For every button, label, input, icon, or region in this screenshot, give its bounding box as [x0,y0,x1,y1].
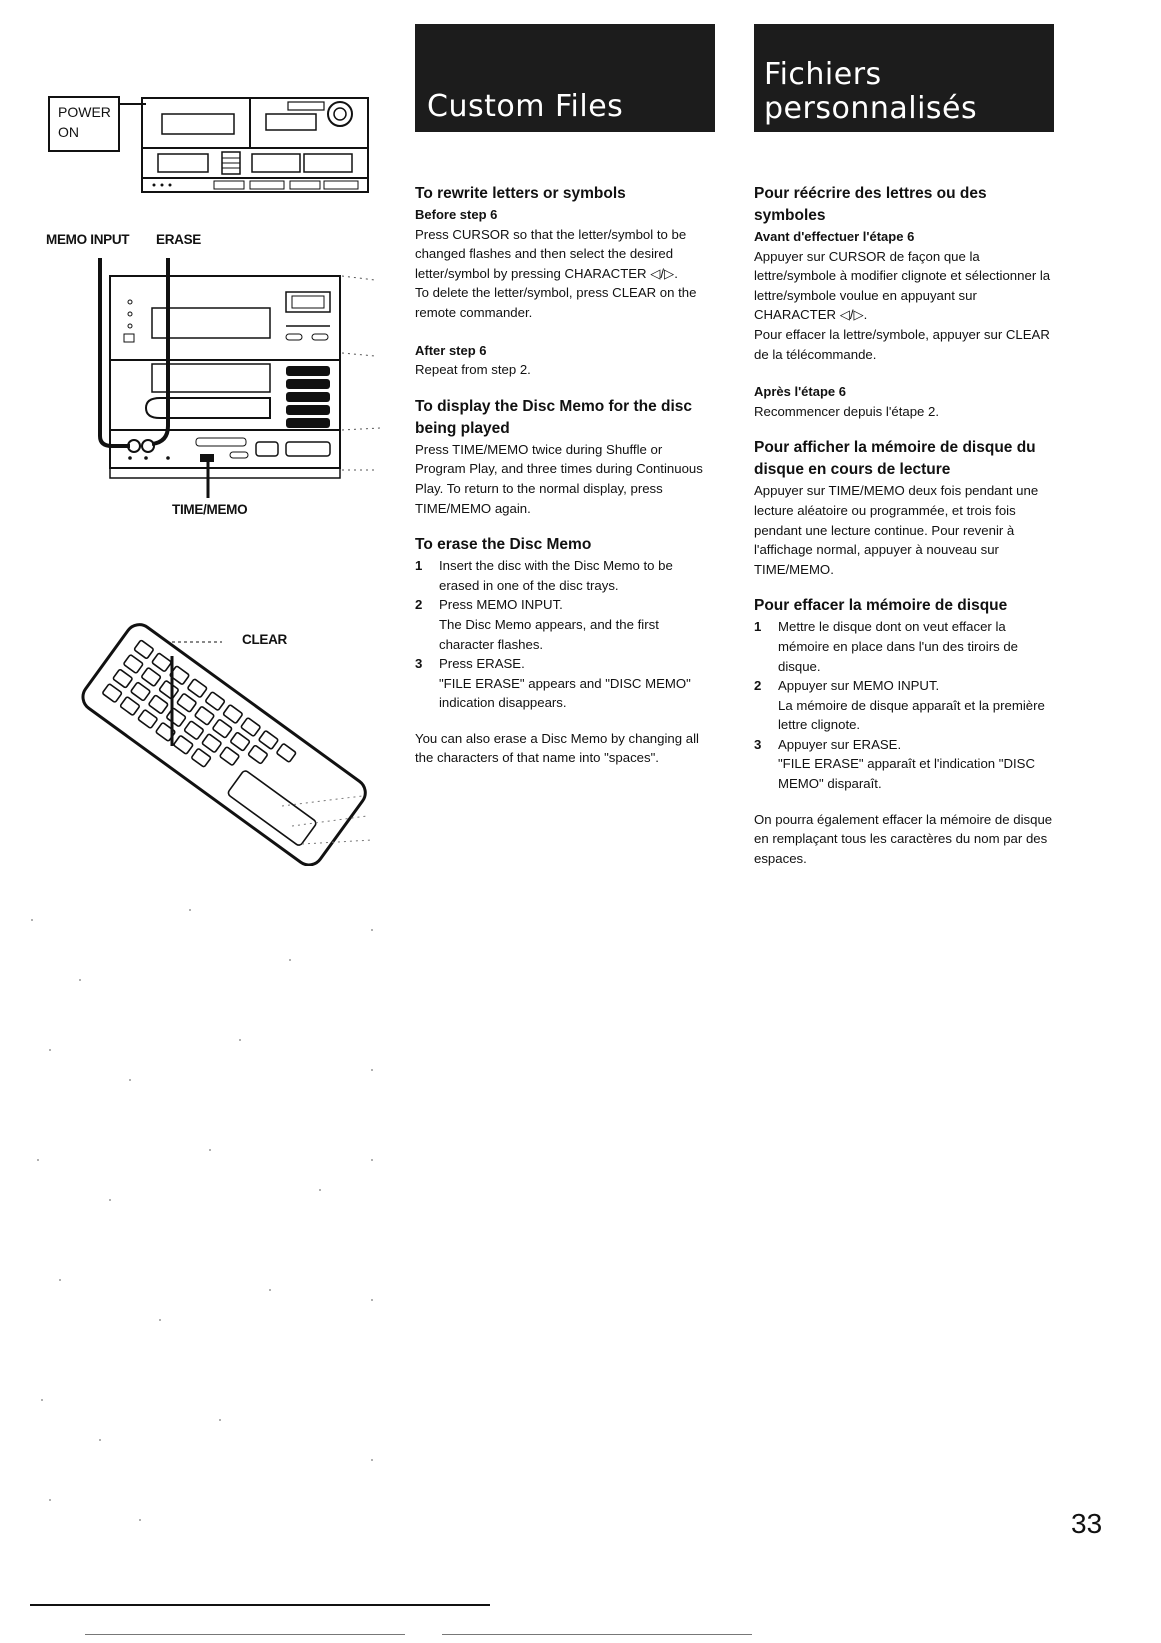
power-label: POWER [58,104,111,120]
erase-steps-fr [754,617,1054,793]
rewrite-heading-en: To rewrite letters or symbols [415,185,626,202]
step-item-fr [754,735,1054,794]
step-text: Press ERASE. [439,656,525,672]
scan-speckle [20,900,390,1540]
step-number: 3 [754,736,762,752]
clear-label: CLEAR [242,632,287,647]
display-heading-fr: Pour afficher la mémoire de disque du disque en cours de lecture [754,439,1036,479]
before-step-label-en: Before step 6 [415,207,498,222]
note-text-fr: On pourra également effacer la mémoire de disque en remplaçant tous les caractères du nom par des espaces. [754,811,1053,866]
erase-heading-en: To erase the Disc Memo [415,536,592,554]
step-text: Appuyer sur ERASE. [778,736,902,752]
step-result: "FILE ERASE" apparaît et l'indication "DISC MEMO" disparaît. [778,756,1035,792]
step-text: Press MEMO INPUT. [439,597,563,613]
display-heading-en: To display the Disc Memo for the disc being played [415,397,693,437]
step-text: Insert the disc with the Disc Memo to be erased in one of the disc trays. [439,558,673,593]
delete-text-en: To delete the letter/symbol, press CLEAR on the remote commander. [415,285,697,320]
step-number: 1 [754,619,762,635]
step-result: "FILE ERASE" appears and "DISC MEMO" indication disappears. [439,675,691,711]
memo-input-label: MEMO INPUT [46,232,130,247]
repeat-text-fr: Recommencer depuis l'étape 2. [754,403,940,419]
step-number: 2 [415,597,423,613]
french-title-line1: Fichiers [764,57,882,92]
repeat-text-en: Repeat from step 2. [415,362,531,378]
remote-commander-drawing [62,616,382,866]
step-number: 3 [415,656,423,672]
step-result: The Disc Memo appears, and the first character flashes. [439,616,659,652]
erase-steps-en [415,556,715,713]
illustration-column [0,0,400,1643]
english-title: Custom Files [427,89,624,124]
bottom-rule-faint [442,1634,752,1635]
stereo-system-small-drawing [118,96,378,206]
french-title-banner [754,24,1054,132]
english-title-banner [415,24,715,132]
step-result: La mémoire de disque apparaît et la première lettre clignote. [778,697,1045,733]
step-number: 2 [754,678,762,694]
time-memo-label: TIME/MEMO [172,502,248,517]
power-on-callout [48,96,120,152]
step-number: 1 [415,558,423,574]
step-text: Mettre le disque dont on veut effacer la mémoire en place dans l'un des tiroirs de disque. [778,619,1019,674]
step-item-en [415,654,715,713]
step-item-fr [754,676,1054,735]
stereo-system-large-drawing [90,258,390,518]
french-column [754,183,1054,868]
delete-text-fr: Pour effacer la lettre/symbole, appuyer sur CLEAR de la télécommande. [754,326,1050,362]
display-text-en: Press TIME/MEMO twice during Shuffle or Program Play, and three times during Continuous Play. To return to the normal display, press TIME/MEMO again. [415,441,703,516]
rewrite-heading-fr: Pour réécrire des lettres ou des symboles [754,185,987,224]
before-step-label-fr: Avant d'effectuer l'étape 6 [754,229,915,244]
step-text: Appuyer sur MEMO INPUT. [778,678,940,694]
after-step-label-fr: Après l'étape 6 [754,384,846,400]
step-item-en [415,556,715,595]
english-column [415,183,715,768]
on-label: ON [58,124,79,140]
rewrite-text-en: Press CURSOR so that the letter/symbol to be changed flashes and then select the desired letter/symbol by pressing CHARACTER ◁/▷. [415,226,687,281]
french-title-line2: personnalisés [764,91,978,126]
bottom-rule-faint [85,1634,405,1635]
erase-heading-fr: Pour effacer la mémoire de disque [754,597,1008,615]
note-text-en: You can also erase a Disc Memo by changing all the characters of that name into "spaces". [415,730,699,766]
page-number: 33 [1071,1508,1103,1539]
step-item-fr [754,617,1054,676]
bottom-rule [30,1604,490,1606]
erase-label: ERASE [156,232,202,247]
step-item-en [415,595,715,654]
after-step-label-en: After step 6 [415,342,487,358]
rewrite-text-fr: Appuyer sur CURSOR de façon que la lettre/symbole à modifier clignote et sélectionner la lettre/symbole voulue en appuyant sur CHARACTER ◁/▷. [754,248,1051,323]
display-text-fr: Appuyer sur TIME/MEMO deux fois pendant une lecture aléatoire ou programmée, et trois fois pendant une lecture continue. Pour revenir à l'affichage normal, appuyer à nouveau sur TIME/MEMO. [754,483,1039,577]
